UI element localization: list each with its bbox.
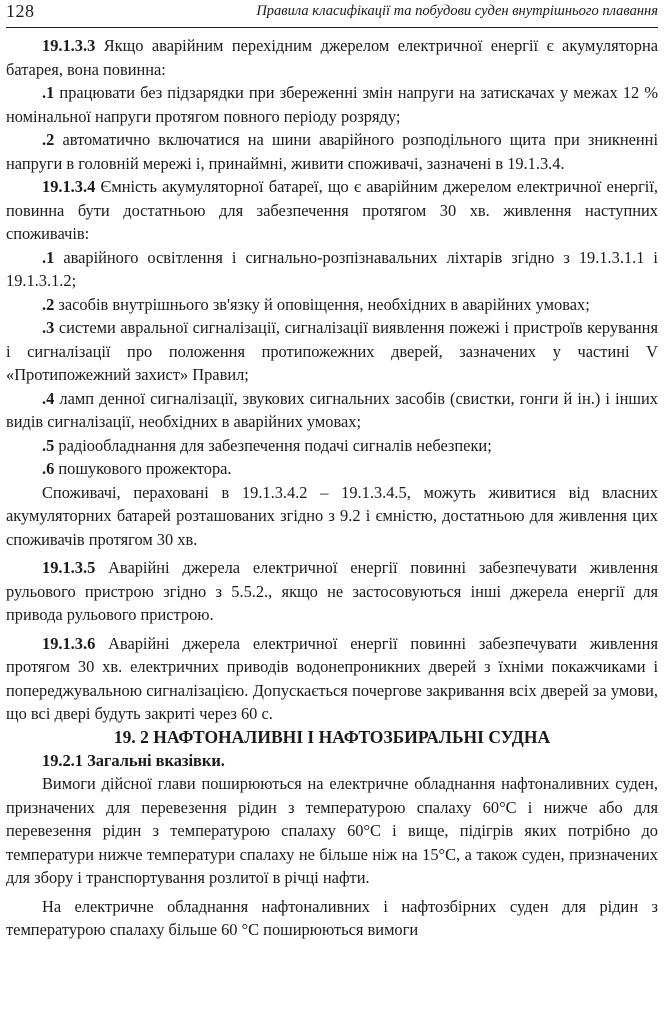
page-body: [6, 34, 658, 942]
item-number: .1: [42, 83, 55, 102]
list-item: [6, 434, 658, 458]
clause-19-1-3-4: [6, 175, 658, 246]
clause-text: Аварійні джерела електричної енергії повинні забезпечувати живлення рульового пристрою згідно з 5.5.2., якщо не застосовуються інші джерела енергії для привода рульового пристрою.: [6, 558, 658, 624]
running-title: Правила класифікації та побудови суден внутрішнього плавання: [256, 3, 658, 19]
body-paragraph: На електричне обладнання нафтоналивних і нафтозбірних суден для рідин з температурою спалаху більше 60 °С поширюються вимоги: [6, 896, 658, 939]
item-number: .3: [42, 318, 55, 337]
body-paragraph: Вимоги дійсної глави поширюються на електричне обладнання нафтоналивних суден, призначених для перевезення рідин з температурою спалаху 60°С і нижче або для перевезення рідин з температурою спалаху 60°С і вище, підігрів яких потрібно до температури нижче температури спалаху не більше ніж на 15°С, а також суден, призначених для збору і транспортування розлитої в річці нафти.: [6, 774, 658, 887]
clause-number: 19.1.3.6: [42, 633, 96, 653]
list-item: [6, 387, 658, 434]
header-divider: [6, 27, 658, 28]
clause-number: 19.1.3.4: [42, 177, 96, 196]
section-heading: 19. 2 НАФТОНАЛИВНІ І НАФТОЗБИРАЛЬНІ СУДНА: [113, 726, 551, 747]
item-number: .4: [42, 388, 55, 408]
item-text: аварійного освітлення і сигнально-розпізнавальних ліхтарів згідно з 19.1.3.1.1 і 19.1.3.1.2;: [6, 247, 658, 290]
list-item: [6, 128, 658, 175]
clause-text: Аварійні джерела електричної енергії повинні забезпечувати живлення протягом 30 хв. електричних приводів водонепроникних дверей з їхніми покажчиками і попереджувальною сигналізацією. Допускається почергове закривання всіх дверей за умови, що всі двері будуть закриті через 60 с.: [6, 633, 658, 723]
body-paragraph: [6, 481, 658, 552]
clause-text: Якщо аварійним перехідним джерелом електричної енергії є акумуляторна батарея, вона повинна:: [6, 36, 658, 79]
item-number: .1: [42, 247, 55, 267]
clause-text: Ємність акумуляторної батареї, що є аварійним джерелом електричної енергії, повинна бути достатньою для забезпечення протягом 30 хв. живлення наступних споживачів:: [6, 177, 658, 243]
item-text: працювати без підзарядки при збереженні змін напруги на затискачах у межах 12 % номінальної напруги протягом повного періоду розряду;: [6, 83, 658, 126]
item-text: ламп денної сигналізації, звукових сигнальних засобів (свистки, гонги й ін.) і інших видів сигналізації, необхідних в аварійних умовах;: [6, 388, 658, 431]
item-text: пошукового прожектора.: [54, 459, 232, 478]
page-header: [6, 0, 658, 28]
item-text: радіообладнання для забезпечення подачі сигналів небезпеки;: [54, 435, 492, 455]
clause-19-1-3-5: [6, 556, 658, 627]
list-item: [6, 246, 658, 293]
paragraph-text: Споживачі, пераховані в 19.1.3.4.2 – 19.1.3.4.5, можуть живитися від власних акумуляторних батарей розташованих згідно з 9.2 і ємністю, достатньою для живлення цих споживачів протягом 30 хв.: [6, 482, 658, 549]
item-text: системи авральної сигналізації, сигналізації виявлення пожежі і пристроїв керування і сигналізації про положення протипожежних дверей, зазначених у частині V «Протипожежний захист» Правил;: [6, 318, 658, 384]
clause-19-1-3-3: [6, 34, 658, 81]
item-number: .6: [42, 459, 55, 478]
item-number: .5: [42, 435, 55, 455]
clause-number: 19.1.3.5: [42, 558, 96, 577]
item-number: .2: [42, 294, 55, 314]
list-item: [6, 81, 658, 128]
list-item: [6, 457, 658, 481]
clause-number: 19.1.3.3: [42, 36, 96, 55]
subsection-heading: 19.2.1 Загальні вказівки.: [42, 750, 225, 770]
list-item: [6, 293, 658, 317]
list-item: [6, 316, 658, 387]
item-text: засобів внутрішнього зв'язку й оповіщення, необхідних в аварійних умовах;: [54, 294, 590, 314]
page-number: 128: [6, 1, 35, 21]
item-number: .2: [42, 130, 55, 149]
clause-19-1-3-6: [6, 632, 658, 726]
item-text: автоматично включатися на шини аварійного розподільного щита при зникненні напруги в головній мережі і, принаймні, живити споживачі, зазначені в 19.1.3.4.: [6, 130, 658, 173]
